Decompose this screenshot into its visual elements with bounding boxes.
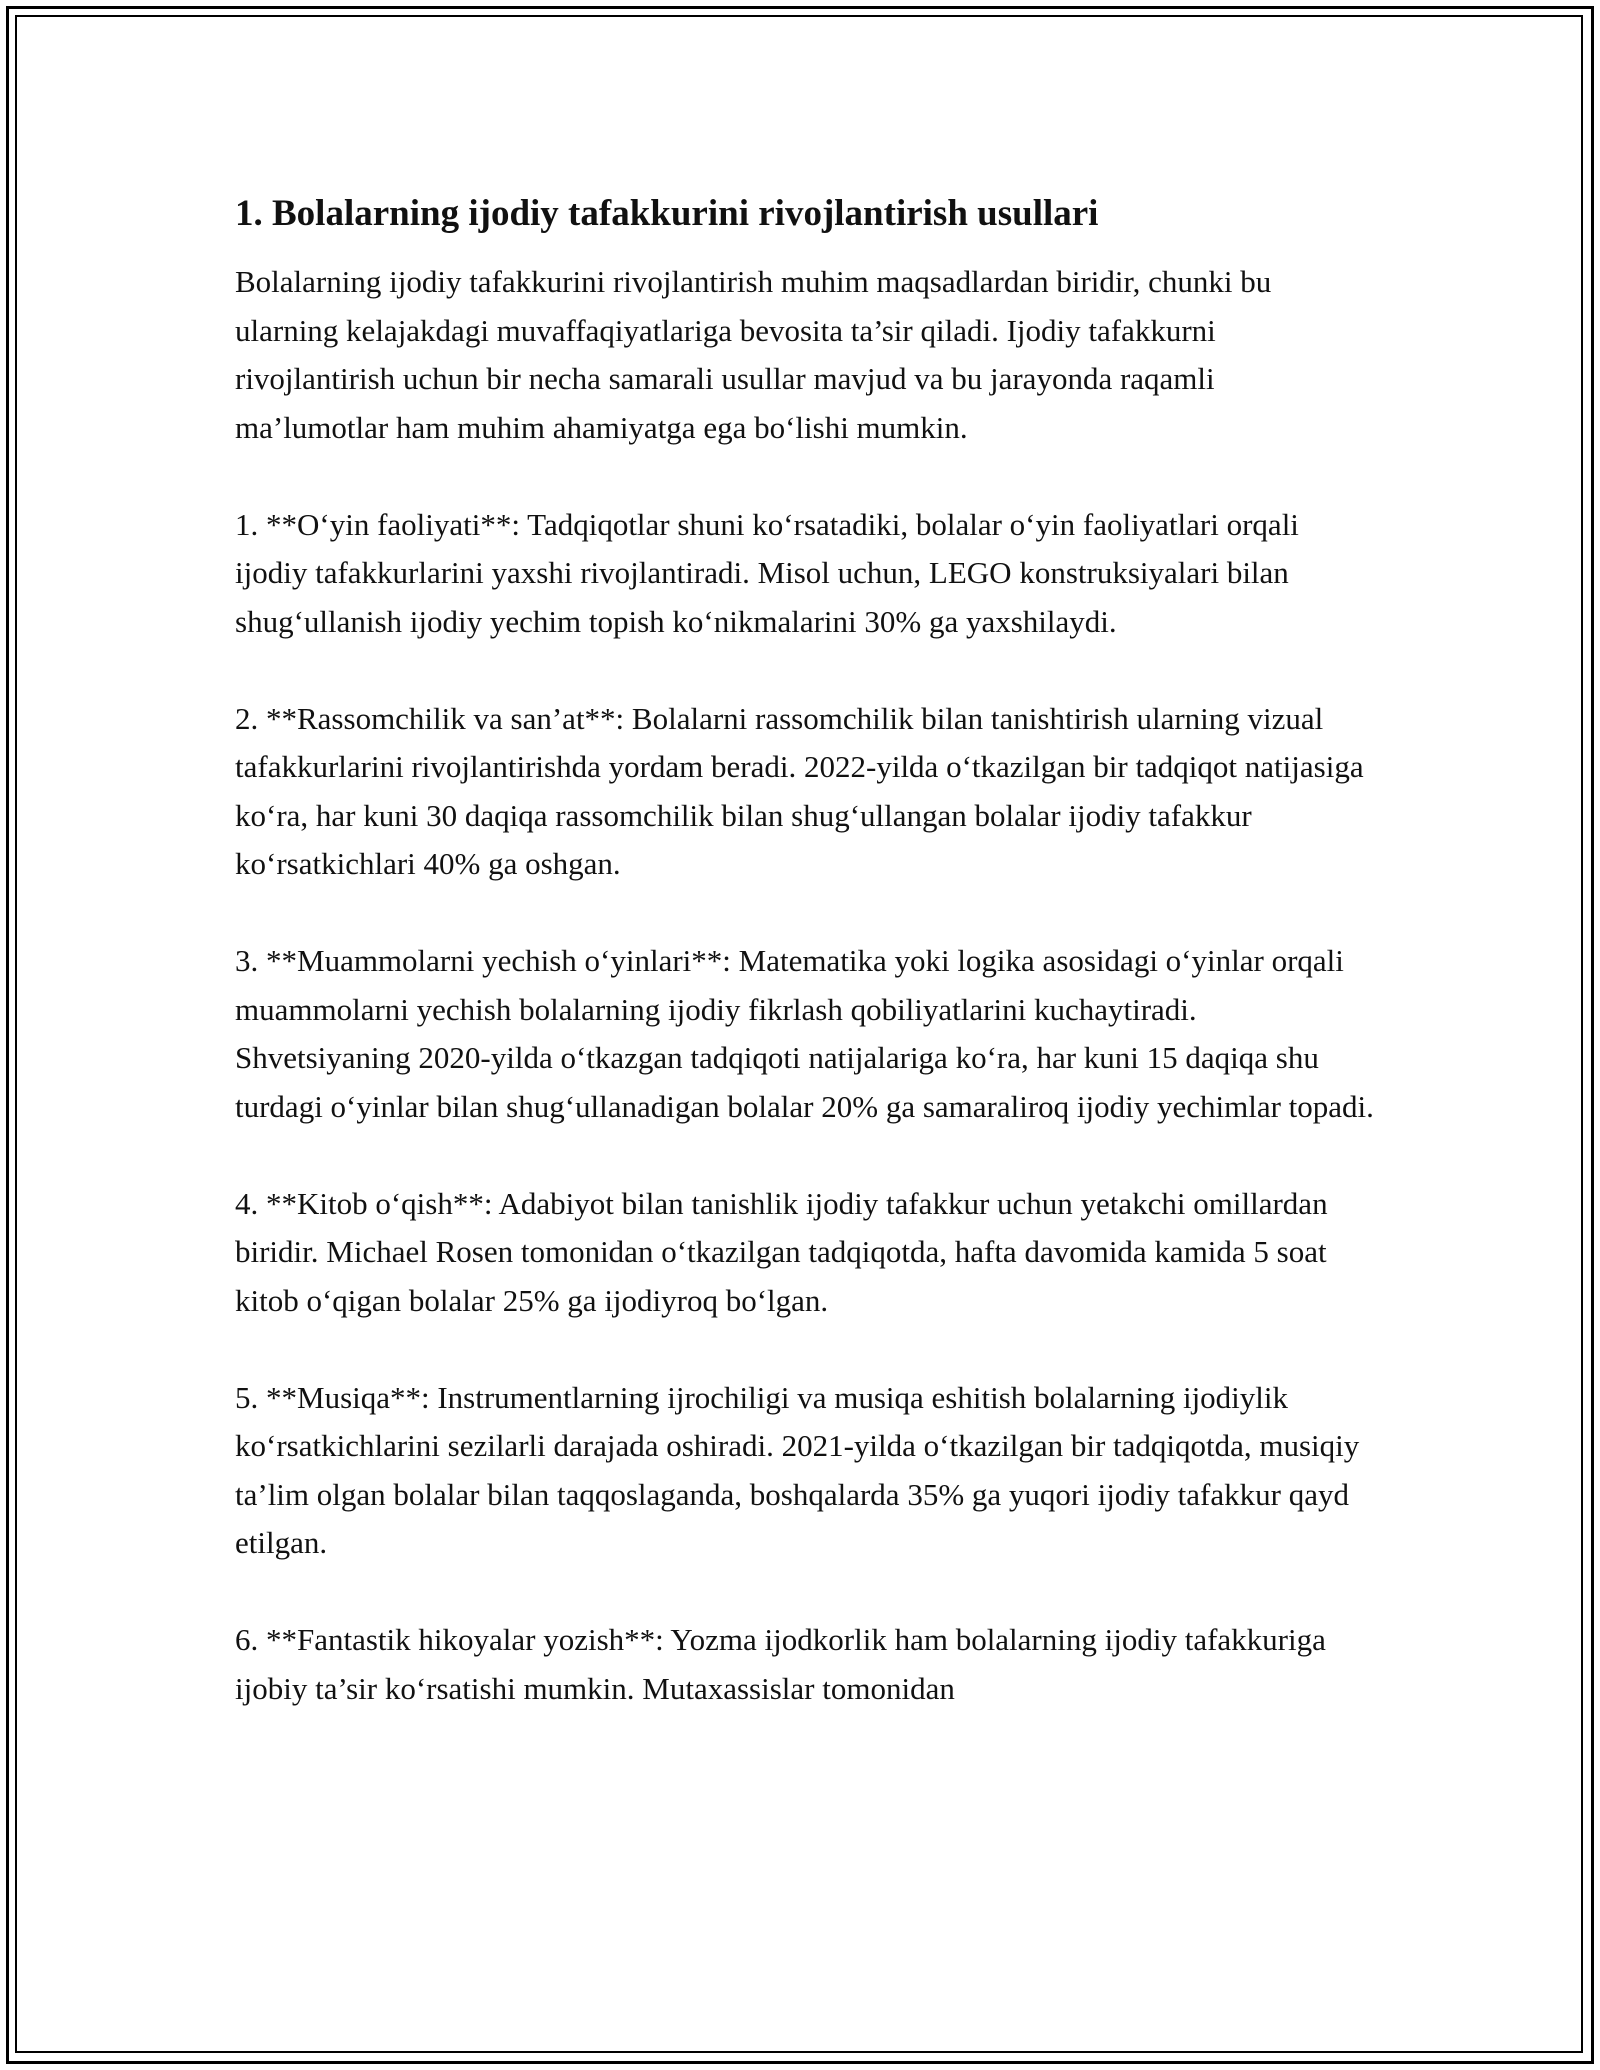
- paragraph-muammolarni-yechish: 3. **Muammolarni yechish o‘yinlari**: Matematika yoki logika asosidagi o‘yinlar orqali muammolarni yechish bolalarning ijodiy fikrlash qobiliyatlarini kuchaytiradi. Shvetsiyaning 2020-yilda o‘tkazgan tadqiqoti natijalariga ko‘ra, har kuni 15 daqiqa shu turdagi o‘yinlar bilan shug‘ullanadigan bolalar 20% ga samaraliroq ijodiy yechimlar topadi.: [235, 943, 1374, 1124]
- document-page: [235, 190, 1375, 1762]
- document-title: 1. Bolalarning ijodiy tafakkurini rivojlantirish usullari: [235, 193, 1099, 234]
- paragraph-rassomchilik: 2. **Rassomchilik va san’at**: Bolalarni rassomchilik bilan tanishtirish ularning vizual tafakkurlarini rivojlantirishda yordam beradi. 2022-yilda o‘tkazilgan bir tadqiqot natijasiga ko‘ra, har kuni 30 daqiqa rassomchilik bilan shug‘ullangan bolalar ijodiy tafakkur ko‘rsatkichlari 40% ga oshgan.: [235, 700, 1364, 881]
- paragraph-kitob-oqish: 4. **Kitob o‘qish**: Adabiyot bilan tanishlik ijodiy tafakkur uchun yetakchi omillardan biridir. Michael Rosen tomonidan o‘tkazilgan tadqiqotda, hafta davomida kamida 5 soat kitob o‘qigan bolalar 25% ga ijodiyroq bo‘lgan.: [235, 1185, 1328, 1318]
- paragraph-oyin-faoliyati: 1. **O‘yin faoliyati**: Tadqiqotlar shuni ko‘rsatadiki, bolalar o‘yin faoliyatlari orqali ijodiy tafakkurlarini yaxshi rivojlantiradi. Misol uchun, LEGO konstruksiyalari bilan shug‘ullanish ijodiy yechim topish ko‘nikmalarini 30% ga yaxshilaydi.: [235, 506, 1299, 639]
- paragraph-musiqa: 5. **Musiqa**: Instrumentlarning ijrochiligi va musiqa eshitish bolalarning ijodiylik ko‘rsatkichlarini sezilarli darajada oshiradi. 2021-yilda o‘tkazilgan bir tadqiqotda, musiqiy ta’lim olgan bolalar bilan taqqoslaganda, boshqalarda 35% ga yuqori ijodiy tafakkur qayd etilgan.: [235, 1379, 1360, 1560]
- paragraph-fantastik-hikoyalar: 6. **Fantastik hikoyalar yozish**: Yozma ijodkorlik ham bolalarning ijodiy tafakkuriga ijobiy ta’sir ko‘rsatishi mumkin. Mutaxassislar tomonidan: [235, 1622, 1326, 1706]
- intro-paragraph: Bolalarning ijodiy tafakkurini rivojlantirish muhim maqsadlardan biridir, chunki bu ularning kelajakdagi muvaffaqiyatlariga bevosita ta’sir qiladi. Ijodiy tafakkurni rivojlantirish uchun bir necha samarali usullar mavjud va bu jarayonda raqamli ma’lumotlar ham muhim ahamiyatga ega bo‘lishi mumkin.: [235, 264, 1272, 445]
